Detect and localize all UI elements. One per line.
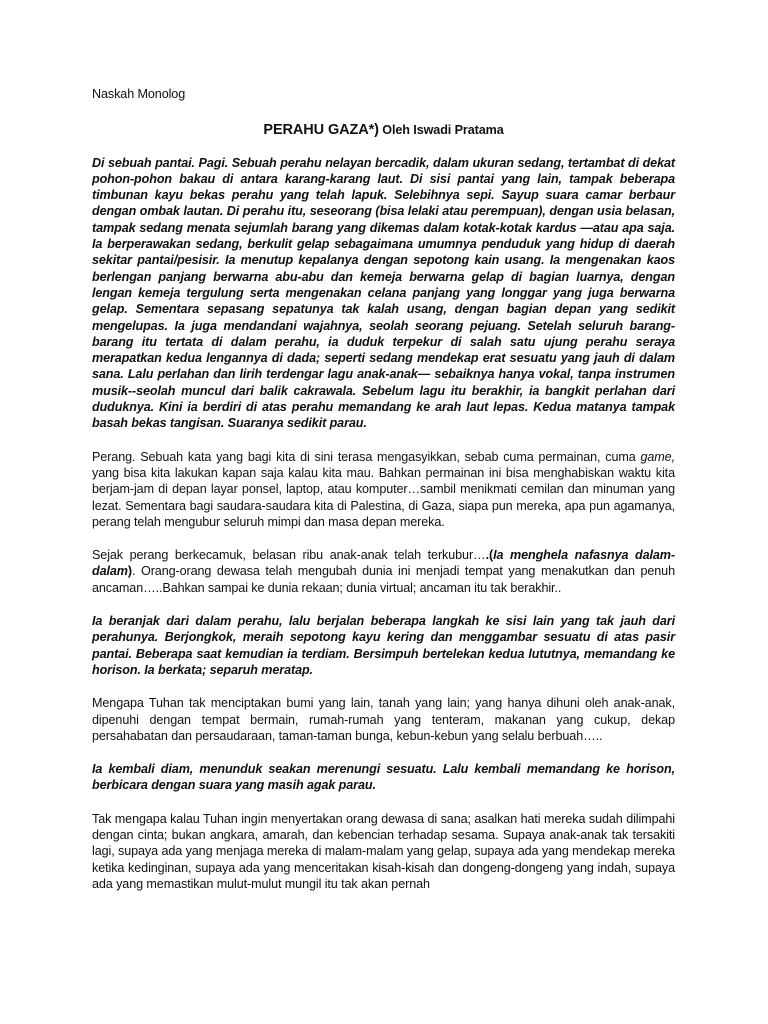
monolog-paragraph-sejak-perang — [92, 547, 675, 596]
document-title: PERAHU GAZA*) — [263, 122, 379, 139]
document-label: Naskah Monolog — [92, 87, 186, 101]
title-line — [92, 122, 675, 138]
emphasis-game: game, — [640, 449, 675, 464]
author-byline: Oleh Iswadi Pratama — [378, 123, 504, 138]
monolog-paragraph-mengapa-tuhan: Mengapa Tuhan tak menciptakan bumi yang lain, tanah yang lain; yang hanya dihuni oleh anak-anak, dipenuhi dengan tempat bermain, rumah-rumah yang tenteram, makanan yang cukup, dekap persahabatan dan persaudaraan, taman-taman bunga, kebun-kebun yang selalu berbuah….. — [92, 696, 675, 743]
stage-direction-beranjak: Ia beranjak dari dalam perahu, lalu berjalan beberapa langkah ke sisi lain yang tak jauh dari perahunya. Berjongkok, meraih sepotong kayu kering dan menggambar sesuatu di atas pasir pantai. Beberapa saat kemudian ia terdiam. Bersimpuh bertelekan kedua lututnya, memandang ke horison. Ia berkata; separuh meratap. — [92, 614, 675, 677]
monolog-paragraph-perang — [92, 449, 675, 530]
bold-marker: ) — [127, 564, 133, 579]
document-page — [92, 86, 675, 909]
bold-marker: .( — [485, 548, 494, 563]
paragraph-text: . Orang-orang dewasa telah mengubah dunia ini menjadi tempat yang menakutkan dan penuh ancaman…..Bahkan sampai ke dunia rekaan; dunia virtual; ancaman itu tak berakhir.. — [92, 564, 675, 595]
stage-direction-opening: Di sebuah pantai. Pagi. Sebuah perahu nelayan bercadik, dalam ukuran sedang, tertambat di dekat pohon-pohon bakau di antara karang-karang laut. Di sisi pantai yang lain, tampak beberapa timbunan kayu bekas perahu yang telah lapuk. Selebihnya sepi. Sayup suara camar berbaur dengan ombak lautan. Di perahu itu, seseorang (bisa lelaki atau perempuan), dengan usia belasan, tampak sedang menata sejumlah barang yang dikemas dalam kotak-kotak kardus —atau apa saja. Ia berperawakan sedang, berkulit gelap sebagaimana umumnya penduduk yang hidup di daerah sekitar pantai/pesisir. Ia menutup kepalanya dengan sepotong kain usang. Ia mengenakan kaos berlengan panjang berwarna abu-abu dan kemeja berwarna gelap di bagian luarnya, dengan lengan kemeja tergulung serta mengenakan celana panjang yang longgar yang juga berwarna gelap. Sementara sepasang sepatunya tak kalah usang, dengan bagian depan yang sedikit mengelupas. Ia juga mendandani wajahnya, seolah seorang pejuang. Setelah seluruh barang-barang itu tertata di dalam perahu, ia duduk terpekur di salah satu ujung perahu seraya merapatkan kedua lengannya di dada; seperti sedang mendekap erat sesuatu yang jauh di dalam sana. Lalu perlahan dan lirih terdengar lagu anak-anak— sebaiknya hanya vokal, tanpa instrumen musik--seolah muncul dari balik cakrawala. Sebelum lagu itu berakhir, ia bangkit perlahan dari duduknya. Kini ia berdiri di atas perahu memandang ke arah laut lepas. Kedua matanya tampak basah bekas tangisan. Suaranya sedikit parau. — [92, 155, 675, 431]
paragraph-text: Sejak perang berkecamuk, belasan ribu anak-anak telah terkubur… — [92, 548, 486, 563]
paragraph-text: Perang. Sebuah kata yang bagi kita di sini terasa mengasyikkan, sebab cuma permainan, cuma — [92, 449, 641, 464]
inline-stage-direction: Ia menghela nafasnya dalam-dalam — [92, 548, 675, 579]
paragraph-text: yang bisa kita lakukan kapan saja kalau kita mau. Bahkan permainan ini bisa menghabiskan waktu kita berjam-jam di depan layar ponsel, laptop, atau komputer…sambil menikmati cemilan dan minuman yang lezat. Sementara bagi saudara-saudara kita di Palestina, di Gaza, siapa pun mereka, apa pun agamanya, perang telah mengubur seluruh mimpi dan masa depan mereka. — [92, 465, 675, 529]
monolog-paragraph-tak-mengapa: Tak mengapa kalau Tuhan ingin menyertakan orang dewasa di sana; asalkan hati mereka sudah dilimpahi dengan cinta; bukan angkara, amarah, dan kebencian terhadap sesama. Supaya anak-anak tak tersakiti lagi, supaya ada yang menjaga mereka di malam-malam yang gelap, supaya ada yang mendekap mereka ketika kedinginan, supaya ada yang menceritakan kisah-kisah dan dongeng-dongeng yang indah, supaya ada yang memastikan mulut-mulut mungil itu tak akan pernah — [92, 811, 675, 891]
stage-direction-kembali-diam: Ia kembali diam, menunduk seakan merenungi sesuatu. Lalu kembali memandang ke horison, berbicara dengan suara yang masih agak parau. — [92, 762, 675, 793]
